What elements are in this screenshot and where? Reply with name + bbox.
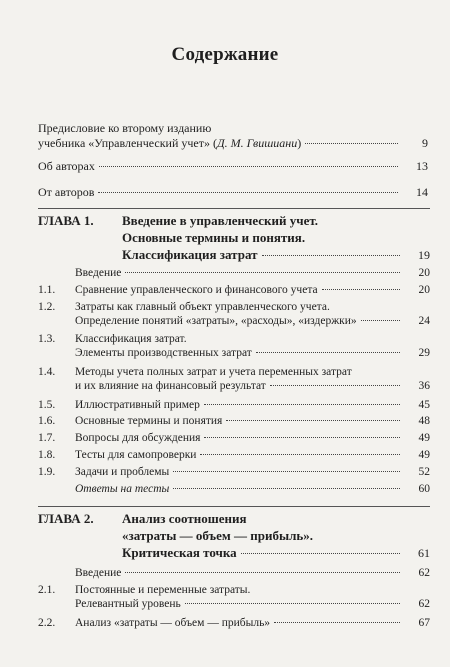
item-text: Методы учета полных затрат и учета переменных затрат: [75, 366, 352, 378]
item-number: 1.2.: [38, 301, 56, 313]
page-number: 49: [418, 432, 430, 444]
preface-line1: Предисловие ко второму изданию: [38, 121, 212, 135]
item-text: Постоянные и переменные затраты.: [75, 584, 251, 596]
page-number: 13: [416, 159, 428, 173]
item-text: Анализ «затраты — объем — прибыль»: [75, 617, 271, 629]
page-number: 60: [418, 483, 430, 495]
leader-dots: [185, 603, 400, 604]
page-title: Содержание: [171, 44, 279, 65]
chapter-label: ГЛАВА 1.: [38, 213, 94, 228]
chapter-title-line: «затраты — объем — прибыль».: [122, 528, 314, 543]
item-text: Иллюстративный пример: [75, 399, 200, 411]
leader-dots: [173, 488, 400, 489]
preface-line2a: учебника «Управленческий учет» (: [38, 136, 217, 150]
item-number: 2.1.: [38, 584, 56, 596]
item-number: 1.6.: [38, 415, 56, 427]
chapter-title-line: Анализ соотношения: [122, 511, 247, 526]
item-text: Элементы производственных затрат: [75, 347, 252, 359]
leader-dots: [99, 166, 398, 167]
leader-dots: [274, 622, 400, 623]
chapter-title-line: Критическая точка: [122, 545, 237, 560]
page-number: 48: [418, 415, 430, 427]
item-text: Классификация затрат.: [75, 333, 187, 345]
item-text: Затраты как главный объект управленческого учета.: [75, 301, 330, 313]
page-number: 20: [418, 284, 430, 296]
chapter-divider: [38, 208, 430, 209]
leader-dots: [226, 420, 400, 421]
item-text: Основные термины и понятия: [75, 415, 223, 427]
leader-dots: [322, 289, 400, 290]
page-number: 49: [418, 449, 430, 461]
page-number: 19: [418, 248, 430, 262]
chapter-2-items: [38, 566, 430, 666]
item-text: и их влияние на финансовый результат: [75, 380, 266, 392]
item-number: 1.4.: [38, 366, 56, 378]
item-text: Ответы на тесты: [75, 483, 170, 495]
page-number: 45: [418, 399, 430, 411]
item-number: 1.7.: [38, 432, 56, 444]
leader-dots: [200, 454, 400, 455]
chapter-divider: [38, 506, 430, 507]
page-number: 14: [416, 185, 428, 199]
page-number: 62: [418, 598, 430, 610]
page-number: 62: [418, 567, 430, 579]
toc-entry-from-authors: [38, 185, 428, 200]
item-number: 1.5.: [38, 399, 56, 411]
chapter-1-heading: [38, 213, 430, 263]
leader-dots: [270, 385, 400, 386]
chapter-title-line: Основные термины и понятия.: [122, 230, 306, 245]
item-number: 2.2.: [38, 617, 56, 629]
leader-dots: [256, 352, 400, 353]
item-text: Определение понятий «затраты», «расходы», «издержки»: [75, 315, 357, 327]
page-number: 9: [422, 136, 428, 150]
item-text: Задачи и проблемы: [75, 466, 170, 478]
preface-author: Д. М. Гвишиани: [216, 136, 298, 150]
item-number: 1.8.: [38, 449, 56, 461]
page-number: 36: [418, 380, 430, 392]
entry-text: Об авторах: [38, 159, 95, 173]
leader-dots: [125, 572, 400, 573]
item-number: 1.3.: [38, 333, 56, 345]
leader-dots: [204, 437, 400, 438]
chapter-label: ГЛАВА 2.: [38, 511, 94, 526]
item-number: 1.1.: [38, 284, 56, 296]
page-number: 67: [418, 617, 430, 629]
item-text: Релевантный уровень: [75, 598, 181, 610]
leader-dots: [173, 471, 400, 472]
leader-dots: [305, 143, 398, 144]
page-number: 29: [418, 347, 430, 359]
leader-dots: [204, 404, 400, 405]
page-number: 20: [418, 267, 430, 279]
chapter-2-heading: [38, 511, 430, 563]
item-text: Вопросы для обсуждения: [75, 432, 201, 444]
item-number: 1.9.: [38, 466, 56, 478]
chapter-title-line: Введение в управленческий учет.: [122, 213, 319, 228]
item-text: Введение: [75, 567, 122, 579]
item-text: Сравнение управленческого и финансового учета: [75, 284, 318, 296]
item-text: Введение: [75, 267, 122, 279]
page-number: 52: [418, 466, 430, 478]
toc-entry-about-authors: [38, 159, 428, 174]
page-number: 24: [418, 315, 430, 327]
leader-dots: [361, 320, 400, 321]
leader-dots: [262, 255, 400, 256]
toc-entry-preface: [38, 121, 428, 151]
entry-text: От авторов: [38, 185, 95, 199]
leader-dots: [98, 192, 398, 193]
item-text: Тесты для самопроверки: [75, 449, 197, 461]
chapter-title-line: Классификация затрат: [122, 247, 258, 262]
leader-dots: [241, 553, 400, 554]
chapter-1-items: [38, 266, 430, 506]
leader-dots: [125, 272, 400, 273]
page-number: 61: [418, 546, 430, 560]
preface-line2b: ): [297, 136, 302, 150]
